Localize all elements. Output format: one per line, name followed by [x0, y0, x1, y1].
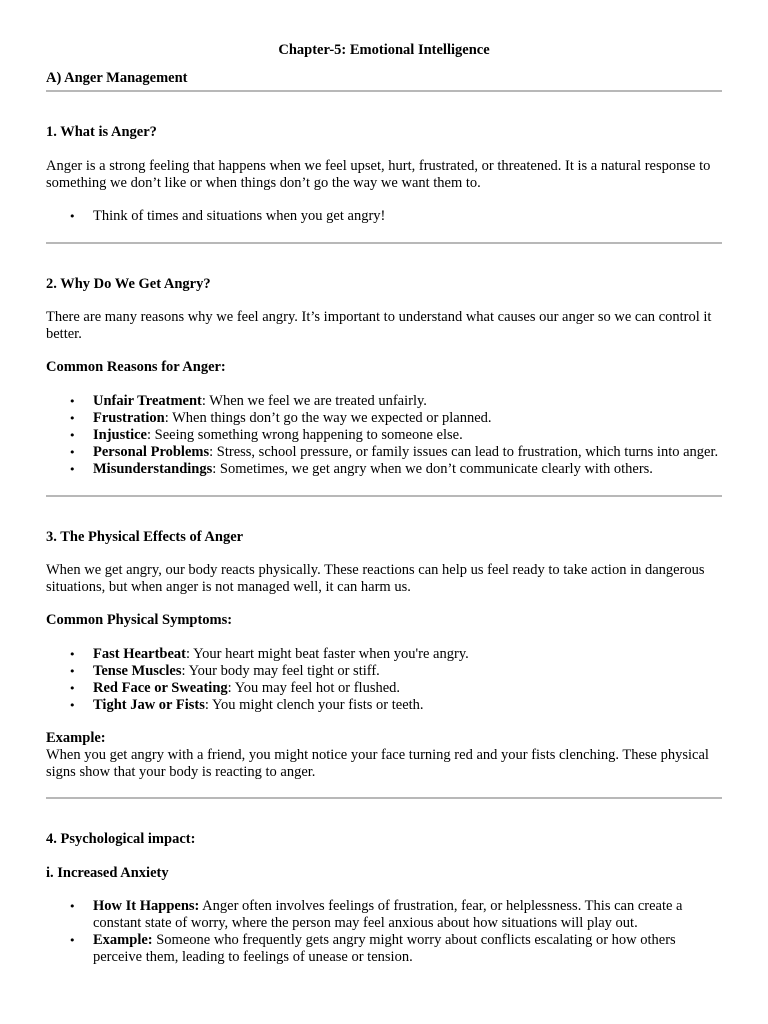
list-item-term: Misunderstandings: [93, 461, 213, 477]
list-item: [93, 932, 722, 966]
list-item-text: : Sometimes, we get angry when we don’t communicate clearly with others.: [212, 461, 653, 477]
list-item: [93, 680, 722, 697]
list-item-term: Frustration: [93, 410, 165, 426]
list-item-term: Unfair Treatment: [93, 393, 202, 409]
list-item-text: Anger often involves feelings of frustration, fear, or helplessness. This can create a constant state of worry, where the person may feel anxious about how situations will play out.: [93, 898, 683, 931]
section-heading-psychological-impact: 4. Psychological impact:: [46, 831, 196, 847]
list-item-term: Fast Heartbeat: [93, 646, 187, 662]
list-item: [93, 444, 722, 461]
example-paragraph: When you get angry with a friend, you might notice your face turning red and your fists clenching. These physical signs show that your body is reacting to anger.: [46, 747, 709, 780]
list-item-term: Personal Problems: [93, 444, 210, 460]
bullet-list-what-is-anger: [46, 208, 722, 225]
list-item-text: : Your body may feel tight or stiff.: [181, 663, 380, 679]
divider: [46, 495, 722, 497]
list-item: [93, 646, 722, 663]
paragraph-why-angry: There are many reasons why we feel angry. It’s important to understand what causes our anger so we can control it better.: [46, 309, 712, 342]
document-page: [46, 42, 722, 966]
list-item-term: Red Face or Sweating: [93, 680, 228, 696]
list-item: [93, 427, 722, 444]
list-item-text: Someone who frequently gets angry might worry about conflicts escalating or how others perceive them, leading to feelings of unease or tension.: [93, 932, 676, 965]
list-item: [93, 663, 722, 680]
section-title: A) Anger Management: [46, 70, 188, 86]
list-item-text: : Stress, school pressure, or family issues can lead to frustration, which turns into anger.: [209, 444, 719, 460]
subheading-common-reasons: Common Reasons for Anger:: [46, 359, 226, 375]
divider: [46, 797, 722, 799]
example-label: Example:: [46, 730, 106, 746]
list-item: [93, 393, 722, 410]
list-item-term: Example:: [93, 932, 153, 948]
section-heading-physical-effects: 3. The Physical Effects of Anger: [46, 529, 244, 545]
list-item: [93, 410, 722, 427]
list-item-term: How It Happens:: [93, 898, 200, 914]
list-item: [93, 898, 722, 932]
bullet-list-symptoms: [46, 646, 722, 714]
list-item-text: : When things don’t go the way we expected or planned.: [164, 410, 492, 426]
list-item: [93, 697, 722, 714]
divider: [46, 242, 722, 244]
paragraph-physical-effects: When we get angry, our body reacts physically. These reactions can help us feel ready to take action in dangerous situations, but when anger is not managed well, it can harm us.: [46, 562, 705, 595]
paragraph-what-is-anger: Anger is a strong feeling that happens when we feel upset, hurt, frustrated, or threatened. It is a natural response to something we don’t like or when things don’t go the way we want them to.: [46, 158, 711, 191]
section-heading-why-angry: 2. Why Do We Get Angry?: [46, 276, 211, 292]
list-item-text: : Seeing something wrong happening to someone else.: [146, 427, 463, 443]
subheading-physical-symptoms: Common Physical Symptoms:: [46, 612, 233, 628]
bullet-list-reasons: [46, 393, 722, 478]
list-item-text: : You may feel hot or flushed.: [227, 680, 401, 696]
chapter-title: Chapter-5: Emotional Intelligence: [278, 42, 490, 58]
list-item-term: Injustice: [93, 427, 147, 443]
section-heading-what-is-anger: 1. What is Anger?: [46, 124, 157, 140]
bullet-list-anxiety: [46, 898, 722, 966]
list-item-text: : Your heart might beat faster when you're angry.: [186, 646, 469, 662]
list-item-text: : When we feel we are treated unfairly.: [201, 393, 427, 409]
divider: [46, 90, 722, 92]
subheading-increased-anxiety: i. Increased Anxiety: [46, 865, 169, 881]
list-item: [93, 461, 722, 478]
list-item-text: : You might clench your fists or teeth.: [204, 697, 424, 713]
list-item-term: Tense Muscles: [93, 663, 182, 679]
list-item: • Think of times and situations when you get angry!: [93, 208, 722, 225]
list-item-term: Tight Jaw or Fists: [93, 697, 205, 713]
